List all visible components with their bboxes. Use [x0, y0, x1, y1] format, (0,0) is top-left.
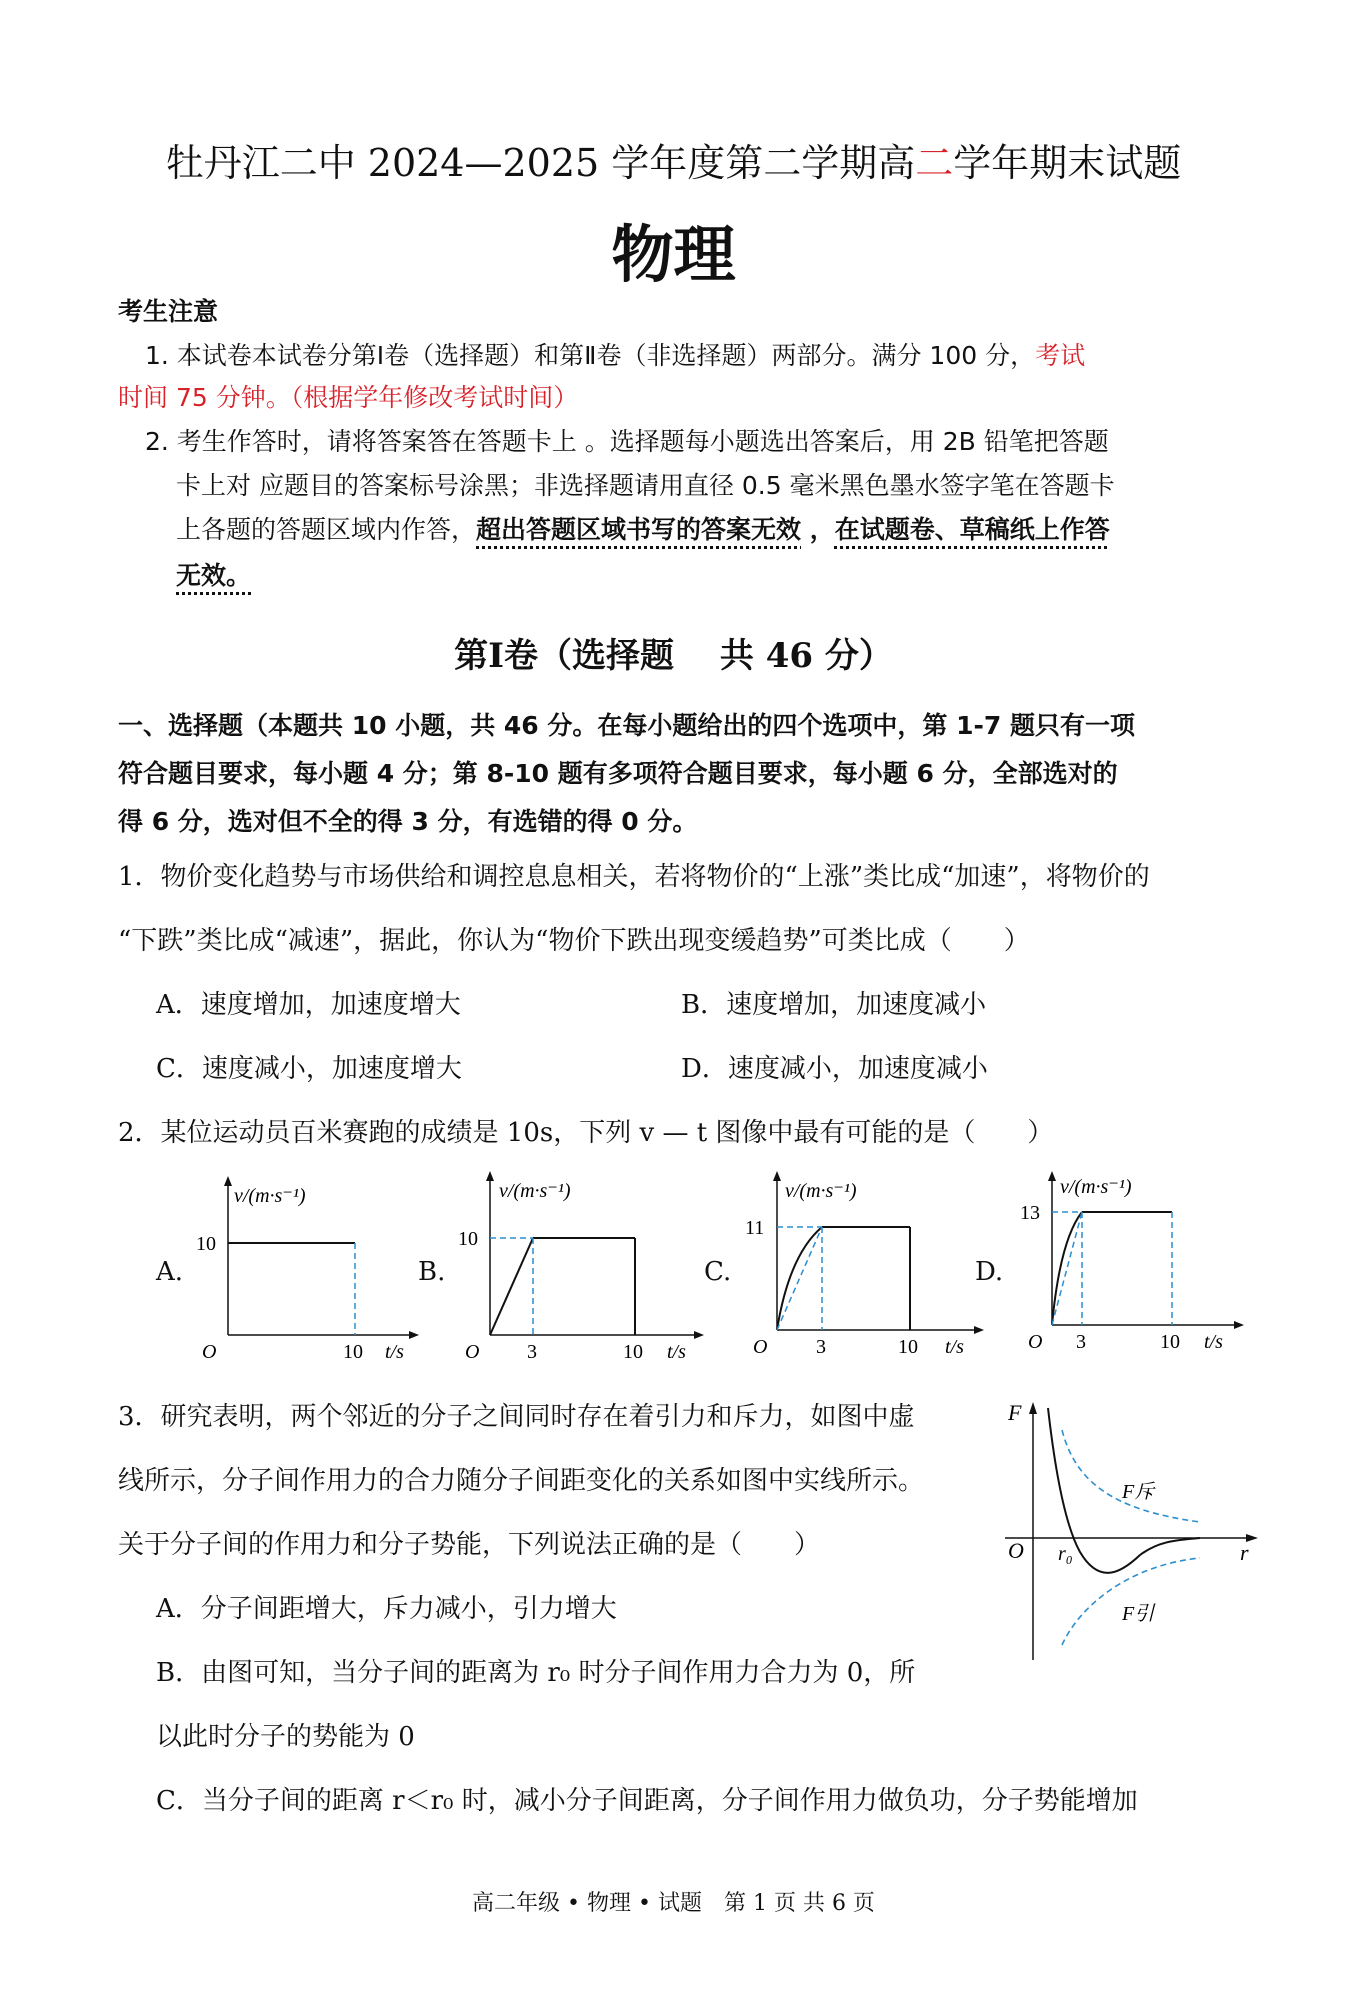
graph-a-ylabel: v/(m·s⁻¹)	[234, 1185, 306, 1207]
graph-a-xlabel: t/s	[385, 1341, 404, 1360]
section-instructions-line3: 得 6 分，选对但不全的得 3 分，有选错的得 0 分。	[118, 807, 698, 836]
graph-d-vmax: 13	[1020, 1202, 1040, 1224]
section-instructions-line2: 符合题目要求，每小题 4 分；第 8-10 题有多项符合题目要求，每小题 6 分，全部选对的	[118, 759, 1118, 788]
notice-item-2-line2: 卡上对 应题目的答案标号涂黑；非选择题请用直径 0.5 毫米黑色墨水签字笔在答题卡	[176, 471, 1115, 500]
section-instructions-line1: 一、选择题（本题共 10 小题，共 46 分。在每小题给出的四个选项中，第 1-7 题只有一项	[118, 711, 1135, 740]
graph-d-ylabel: v/(m·s⁻¹)	[1060, 1176, 1132, 1198]
graph-c-t2: 10	[898, 1336, 918, 1358]
q1-option-b: B．速度增加，加速度减小	[681, 990, 987, 1020]
q3-option-c: C．当分子间的距离 r＜r₀ 时，减小分子间距离，分子间作用力做负功，分子势能增加	[156, 1786, 1138, 1816]
q1-option-d: D．速度减小，加速度减小	[681, 1054, 988, 1084]
q2-graph-d	[1020, 1165, 1245, 1365]
graph-b-t2: 10	[623, 1341, 643, 1363]
q1-stem-line2: “下跌”类比成“减速”，据此，你认为“物价下跌出现变缓趋势”可类比成（ ）	[118, 926, 1030, 956]
q3-stem-line2: 线所示，分子间作用力的合力随分子间距变化的关系如图中实线所示。	[118, 1466, 925, 1496]
graph-a-t2: 10	[343, 1341, 363, 1360]
subject-title: 物理	[611, 218, 736, 291]
fig-f-attractive: F引	[1122, 1603, 1155, 1625]
fig-r0: r₀	[1058, 1543, 1073, 1565]
graph-b-xlabel: t/s	[667, 1341, 686, 1363]
graph-c-t1: 3	[816, 1336, 826, 1358]
graph-b-t1: 3	[527, 1341, 537, 1363]
graph-c-vmax: 11	[745, 1217, 765, 1239]
graph-b-origin: O	[465, 1341, 480, 1363]
q2-option-d-label: D.	[975, 1257, 1004, 1287]
q3-stem-line3: 关于分子间的作用力和分子势能，下列说法正确的是（ ）	[118, 1530, 821, 1560]
fig-f-repulsive: F斥	[1122, 1481, 1155, 1503]
graph-d-origin: O	[1028, 1331, 1043, 1353]
notice-item-1: 1. 本试卷本试卷分第Ⅰ卷（选择题）和第Ⅱ卷（非选择题）两部分。满分 100 分，考试	[145, 341, 1086, 370]
graph-a-vmax: 10	[196, 1233, 216, 1255]
q3-force-figure	[1000, 1390, 1270, 1670]
q3-option-a: A．分子间距增大，斥力减小，引力增大	[156, 1594, 617, 1624]
graph-c-ylabel: v/(m·s⁻¹)	[785, 1180, 857, 1202]
notice-item-2-line4: 无效。	[176, 561, 252, 590]
exam-title: 牡丹江二中 2024—2025 学年度第二学期高二学年期末试题	[165, 141, 1182, 185]
graph-c-origin: O	[753, 1336, 768, 1358]
q1-option-c: C．速度减小，加速度增大	[156, 1054, 462, 1084]
q1-option-a: A．速度增加，加速度增大	[156, 990, 461, 1020]
q3-option-b-line2: 以此时分子的势能为 0	[156, 1722, 415, 1752]
q2-stem: 2．某位运动员百米赛跑的成绩是 10s，下列 v — t 图像中最有可能的是（ ）	[118, 1118, 1054, 1148]
q3-stem-line1: 3．研究表明，两个邻近的分子之间同时存在着引力和斥力，如图中虚	[118, 1402, 915, 1432]
graph-c-xlabel: t/s	[945, 1336, 964, 1358]
graph-d-t1: 3	[1076, 1331, 1086, 1353]
q1-stem-line1: 1．物价变化趋势与市场供给和调控息息相关，若将物价的“上涨”类比成“加速”，将物价的	[118, 862, 1150, 892]
q2-option-b-label: B.	[418, 1257, 446, 1287]
graph-b-vmax: 10	[458, 1228, 478, 1250]
section-title: 第Ⅰ卷（选择题 共 46 分）	[454, 636, 893, 676]
graph-d-t2: 10	[1160, 1331, 1180, 1353]
notice-item-2-line3: 上各题的答题区域内作答，超出答题区域书写的答案无效 ，在试题卷、草稿纸上作答	[176, 515, 1110, 544]
notice-item-2-line1: 2. 考生作答时，请将答案答在答题卡上 。选择题每小题选出答案后，用 2B 铅笔把答题	[145, 427, 1109, 456]
q2-graph-b	[455, 1165, 705, 1365]
q3-option-b-line1: B．由图可知，当分子间的距离为 r₀ 时分子间作用力合力为 0，所	[156, 1658, 916, 1688]
fig-origin: O	[1008, 1538, 1024, 1563]
fig-f-label: F	[1008, 1400, 1022, 1425]
notice-heading: 考生注意	[118, 297, 219, 326]
graph-d-xlabel: t/s	[1204, 1331, 1223, 1353]
q2-option-c-label: C.	[704, 1257, 732, 1287]
q2-option-a-label: A.	[156, 1257, 184, 1287]
fig-r-label: r	[1240, 1540, 1249, 1565]
q2-graph-c	[745, 1165, 985, 1365]
q2-graph-a	[190, 1170, 420, 1360]
graph-b-ylabel: v/(m·s⁻¹)	[499, 1180, 571, 1202]
notice-item-1-cont: 时间 75 分钟。（根据学年修改考试时间）	[118, 383, 579, 412]
graph-a-origin: O	[202, 1341, 217, 1360]
page-footer: 高二年级 • 物理 • 试题 第 1 页 共 6 页	[472, 1891, 875, 1916]
